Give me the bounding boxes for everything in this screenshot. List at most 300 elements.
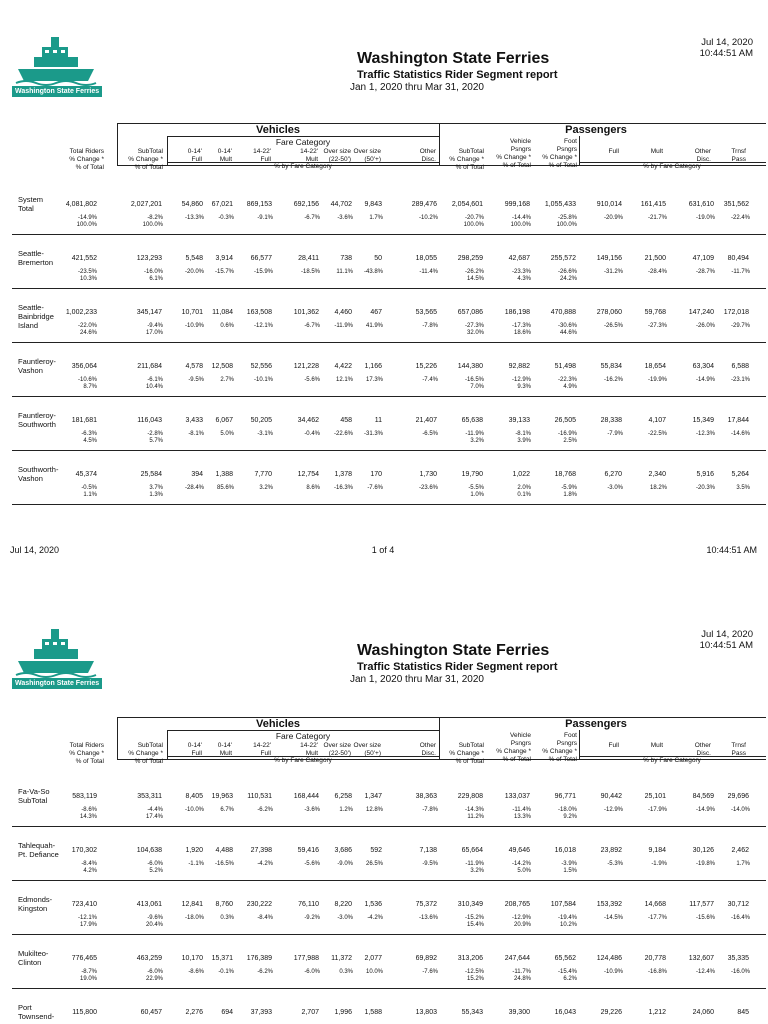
cell-value: 657,086: [457, 309, 483, 316]
cell-change: -11.9%: [334, 323, 353, 329]
cell-change: -22.0%: [77, 323, 97, 329]
cell-value: 1,378: [334, 471, 352, 478]
cell-value: 44,702: [330, 201, 352, 208]
cell-value: 19,963: [211, 793, 233, 800]
cell-total: 0.1%: [517, 492, 531, 498]
row-separator: [12, 288, 766, 289]
cell-change: -26.5%: [603, 323, 623, 329]
cell-change: 2.0%: [517, 485, 531, 491]
pas-subtotal-header: % Change *: [449, 750, 484, 757]
cell-value: 101,362: [293, 309, 319, 316]
pas-subtotal-header: % of Total: [455, 164, 484, 171]
fare-category-heading: Fare Category: [275, 731, 331, 741]
cell-value: 18,768: [554, 471, 576, 478]
footer-date: Jul 14, 2020: [10, 545, 60, 555]
cell-value: 133,037: [504, 793, 530, 800]
cell-value: 592: [370, 847, 382, 854]
cell-value: 104,638: [136, 847, 162, 854]
cell-change: -7.9%: [607, 431, 623, 437]
cell-change: -20.9%: [603, 215, 623, 221]
cell-change: -14.5%: [603, 915, 623, 921]
cell-change: -31.3%: [363, 431, 383, 437]
pas-col-header: Disc.: [696, 156, 711, 163]
passengers-fare-left: [579, 136, 580, 165]
cell-value: 66,577: [250, 255, 272, 262]
cell-change: -22.3%: [557, 377, 577, 383]
cell-change: -18.0%: [184, 915, 204, 921]
cell-change: 2.7%: [220, 377, 234, 383]
veh-col-header: 0-14': [217, 742, 232, 749]
print-time: 10:44:51 AM: [699, 48, 753, 59]
cell-change: -5.3%: [607, 861, 623, 867]
cell-value: 25,101: [644, 793, 666, 800]
pas-subtotal-header: SubTotal: [458, 742, 484, 749]
veh-col-header: Full: [191, 750, 202, 757]
cell-total: 5.0%: [517, 868, 531, 874]
veh-col-header: Over size: [353, 742, 381, 749]
cell-value: 84,569: [692, 793, 714, 800]
cell-change: -15.4%: [557, 969, 577, 975]
footer-time: 10:44:51 AM: [706, 545, 757, 555]
cell-value: 16,018: [554, 847, 576, 854]
cell-value: 170,302: [71, 847, 97, 854]
row-label: Vashon: [18, 474, 43, 483]
cell-value: 4,107: [648, 417, 666, 424]
pas-col-header: Disc.: [696, 750, 711, 757]
cell-value: 28,411: [298, 255, 319, 262]
pas-mid-header: Foot: [563, 732, 577, 739]
row-label: Island: [18, 321, 39, 330]
cell-change: 18.2%: [649, 485, 667, 491]
cell-value: 115,800: [72, 1009, 97, 1016]
cell-value: 723,410: [71, 901, 97, 908]
cell-change: -2.8%: [147, 431, 163, 437]
cell-change: -22.6%: [333, 431, 353, 437]
cell-value: 310,349: [457, 901, 483, 908]
cell-total: 1.5%: [563, 868, 577, 874]
cell-total: 24.2%: [559, 276, 577, 282]
ferry-logo-icon: [12, 35, 100, 87]
cell-value: 29,226: [600, 1009, 622, 1016]
cell-value: 11: [374, 417, 382, 424]
row-label: System: [18, 195, 44, 204]
cell-value: 12,508: [211, 363, 233, 370]
cell-change: -29.7%: [730, 323, 750, 329]
cell-change: 0.3%: [220, 915, 234, 921]
pas-mid-header: % Change *: [496, 154, 531, 161]
cell-change: -17.7%: [647, 915, 667, 921]
cell-value: 230,222: [246, 901, 272, 908]
cell-total: 9.2%: [563, 814, 577, 820]
cell-value: 186,198: [504, 309, 530, 316]
veh-subtotal-header: SubTotal: [137, 148, 163, 155]
row-label: Port: [18, 1003, 32, 1012]
row-label: Kingston: [18, 904, 48, 913]
cell-value: 15,226: [415, 363, 437, 370]
cell-value: 351,562: [723, 201, 749, 208]
row-separator: [12, 988, 766, 989]
fare-category-left: [167, 136, 168, 165]
cell-change: -15.6%: [695, 915, 715, 921]
pct-by-fare-passengers: % by Fare Category: [643, 163, 701, 170]
cell-change: -17.9%: [647, 807, 667, 813]
pas-mid-header: % Change *: [542, 748, 577, 755]
cell-value: 144,380: [457, 363, 483, 370]
cell-value: 345,147: [136, 309, 162, 316]
total-riders-header: Total Riders: [69, 148, 104, 155]
row-label: Total: [18, 204, 34, 213]
cell-value: 50: [374, 255, 382, 262]
cell-change: -11.4%: [419, 269, 438, 275]
cell-total: 17.4%: [145, 814, 163, 820]
cell-value: 1,347: [364, 793, 382, 800]
cell-total: 19.0%: [79, 976, 97, 982]
cell-change: 12.8%: [365, 807, 383, 813]
cell-total: 5.7%: [149, 438, 163, 444]
cell-value: 356,064: [71, 363, 97, 370]
cell-value: 65,562: [554, 955, 576, 962]
cell-change: -26.0%: [695, 323, 715, 329]
cell-total: 10.2%: [559, 922, 577, 928]
cell-value: 42,687: [508, 255, 530, 262]
cell-value: 14,668: [644, 901, 666, 908]
pas-mid-header: % of Total: [548, 756, 577, 763]
cell-value: 278,060: [596, 309, 622, 316]
cell-change: -12.9%: [511, 377, 531, 383]
row-label: Pt. Defiance: [18, 850, 59, 859]
cell-value: 1,055,433: [544, 201, 576, 208]
veh-col-header: 14-22': [300, 742, 318, 749]
cell-total: 100.0%: [510, 222, 531, 228]
cell-total: 6.2%: [563, 976, 577, 982]
cell-value: 163,508: [246, 309, 272, 316]
total-riders-header: Total Riders: [69, 742, 104, 749]
cell-change: -28.4%: [184, 485, 204, 491]
row-label: Seattle-: [18, 303, 44, 312]
row-label: Southworth-: [18, 465, 59, 474]
cell-change: -28.4%: [647, 269, 667, 275]
veh-col-header: Over size: [323, 742, 351, 749]
cell-total: 2.5%: [563, 438, 577, 444]
cell-value: 9,184: [648, 847, 666, 854]
row-label: Edmonds-: [18, 895, 53, 904]
cell-value: 90,442: [600, 793, 622, 800]
cell-change: -6.0%: [147, 969, 163, 975]
cell-value: 35,335: [727, 955, 749, 962]
cell-total: 4.3%: [517, 276, 531, 282]
cell-total: 4.5%: [83, 438, 97, 444]
cell-change: -26.2%: [464, 269, 484, 275]
cell-value: 38,363: [415, 793, 437, 800]
cell-value: 8,220: [334, 901, 352, 908]
print-time: 10:44:51 AM: [699, 640, 753, 651]
veh-col-header: Full: [260, 156, 271, 163]
cell-value: 2,077: [364, 955, 382, 962]
cell-value: 6,067: [215, 417, 233, 424]
cell-value: 123,293: [136, 255, 162, 262]
cell-value: 65,664: [461, 847, 483, 854]
row-separator: [12, 342, 766, 343]
passengers-fare-left: [579, 730, 580, 759]
cell-change: -14.4%: [511, 215, 531, 221]
cell-value: 50,205: [250, 417, 272, 424]
pas-col-header: Full: [608, 742, 619, 749]
cell-total: 14.3%: [79, 814, 97, 820]
cell-value: 4,460: [334, 309, 352, 316]
veh-col-header: 0-14': [187, 742, 202, 749]
cell-total: 9.3%: [517, 384, 531, 390]
cell-change: -9.5%: [422, 861, 438, 867]
row-label: Tahlequah-: [18, 841, 56, 850]
cell-change: -20.3%: [695, 485, 715, 491]
vehicles-box-left: [117, 717, 118, 759]
cell-change: -22.5%: [647, 431, 667, 437]
cell-value: 421,552: [71, 255, 97, 262]
cell-value: 20,778: [644, 955, 666, 962]
passengers-heading: Passengers: [565, 718, 627, 730]
cell-change: -20.7%: [464, 215, 484, 221]
cell-value: 45,374: [75, 471, 97, 478]
cell-total: 18.6%: [513, 330, 531, 336]
cell-change: -12.1%: [77, 915, 97, 921]
cell-change: -16.4%: [730, 915, 750, 921]
total-riders-header: % Change *: [69, 156, 104, 163]
veh-col-header: (50'+): [364, 156, 381, 163]
cell-change: -22.4%: [730, 215, 750, 221]
cell-value: 69,892: [415, 955, 437, 962]
row-label: Mukilteo-: [18, 949, 49, 958]
pas-col-header: Trnsf: [731, 148, 746, 155]
cell-value: 25,584: [140, 471, 162, 478]
cell-value: 29,696: [727, 793, 749, 800]
cell-total: 6.1%: [149, 276, 163, 282]
total-riders-header: % Change *: [69, 750, 104, 757]
fare-category-left: [167, 730, 168, 759]
cell-value: 6,258: [334, 793, 352, 800]
cell-change: -3.1%: [257, 431, 273, 437]
cell-change: -6.0%: [147, 861, 163, 867]
cell-change: -3.0%: [337, 915, 353, 921]
ferry-logo-icon: [12, 627, 100, 679]
cell-value: 910,014: [596, 201, 622, 208]
cell-total: 8.7%: [83, 384, 97, 390]
cell-change: -8.4%: [257, 915, 273, 921]
row-separator: [12, 934, 766, 935]
pas-mid-header: Vehicle: [510, 138, 531, 145]
cell-value: 117,577: [689, 901, 714, 908]
cell-value: 413,061: [136, 901, 162, 908]
cell-value: 76,110: [298, 901, 319, 908]
cell-value: 5,264: [731, 471, 749, 478]
cell-value: 999,168: [504, 201, 530, 208]
cell-value: 124,486: [596, 955, 622, 962]
cell-value: 34,462: [297, 417, 319, 424]
cell-value: 1,022: [512, 471, 530, 478]
cell-total: 7.0%: [470, 384, 484, 390]
cell-value: 11,372: [331, 955, 352, 962]
cell-value: 26,505: [554, 417, 576, 424]
cell-change: -10.0%: [184, 807, 204, 813]
cell-total: 10.3%: [79, 276, 97, 282]
pas-mid-header: Psngrs: [556, 146, 577, 153]
cell-change: -11.7%: [731, 269, 750, 275]
cell-change: -43.8%: [363, 269, 383, 275]
pas-subtotal-header: SubTotal: [458, 148, 484, 155]
veh-col-header: Mult: [305, 156, 318, 163]
cell-value: 4,081,802: [65, 201, 97, 208]
cell-value: 7,138: [419, 847, 437, 854]
veh-subtotal-header: % of Total: [134, 758, 163, 765]
cell-change: -26.6%: [557, 269, 577, 275]
cell-change: 17.3%: [365, 377, 383, 383]
cell-value: 2,276: [185, 1009, 203, 1016]
cell-change: -4.4%: [147, 807, 163, 813]
pas-mid-header: Foot: [563, 138, 577, 145]
cell-value: 181,681: [71, 417, 97, 424]
total-riders-header: % of Total: [75, 164, 104, 171]
cell-change: 1.7%: [736, 861, 750, 867]
cell-change: -16.2%: [603, 377, 623, 383]
cell-value: 7,770: [254, 471, 272, 478]
cell-value: 2,707: [301, 1009, 319, 1016]
cell-change: -16.0%: [730, 969, 750, 975]
cell-change: -7.8%: [422, 807, 438, 813]
cell-change: -16.3%: [333, 485, 353, 491]
cell-value: 631,610: [688, 201, 714, 208]
pct-by-fare-vehicles: % by Fare Category: [274, 757, 332, 764]
cell-change: -14.2%: [511, 861, 531, 867]
cell-change: -6.0%: [304, 969, 320, 975]
cell-value: 6,588: [731, 363, 749, 370]
cell-value: 394: [191, 471, 203, 478]
cell-value: 298,259: [457, 255, 483, 262]
veh-col-header: 14-22': [253, 148, 271, 155]
pas-col-header: Full: [608, 148, 619, 155]
veh-col-header: Other: [419, 148, 436, 155]
veh-col-header: Full: [191, 156, 202, 163]
cell-value: 21,407: [415, 417, 437, 424]
cell-change: -4.2%: [257, 861, 273, 867]
cell-change: -14.9%: [695, 807, 715, 813]
cell-change: -25.8%: [557, 215, 577, 221]
veh-col-header: Mult: [305, 750, 318, 757]
cell-change: -0.5%: [81, 485, 97, 491]
cell-value: 15,349: [692, 417, 714, 424]
cell-change: -5.5%: [468, 485, 484, 491]
cell-total: 3.2%: [470, 868, 484, 874]
cell-value: 313,206: [457, 955, 483, 962]
cell-value: 3,686: [334, 847, 352, 854]
cell-change: -19.0%: [695, 215, 715, 221]
pas-col-header: Pass: [731, 750, 746, 757]
cell-change: -9.5%: [188, 377, 204, 383]
cell-value: 8,760: [215, 901, 233, 908]
cell-value: 132,607: [688, 955, 714, 962]
cell-value: 172,018: [723, 309, 749, 316]
cell-change: -11.7%: [512, 969, 531, 975]
cell-total: 20.4%: [145, 922, 163, 928]
cell-value: 176,389: [246, 955, 272, 962]
cell-total: 10.4%: [145, 384, 163, 390]
pct-by-fare-passengers: % by Fare Category: [643, 757, 701, 764]
veh-col-header: (50'+): [364, 750, 381, 757]
veh-col-header: Mult: [219, 750, 232, 757]
cell-change: -16.9%: [557, 431, 577, 437]
cell-total: 15.2%: [466, 976, 484, 982]
cell-value: 2,054,601: [451, 201, 483, 208]
cell-change: -14.9%: [695, 377, 715, 383]
cell-change: -19.9%: [647, 377, 667, 383]
cell-value: 107,584: [550, 901, 576, 908]
cell-change: -28.7%: [695, 269, 715, 275]
cell-change: -12.9%: [603, 807, 623, 813]
pas-col-header: Pass: [731, 156, 746, 163]
cell-change: 3.2%: [259, 485, 273, 491]
cell-value: 147,240: [688, 309, 714, 316]
cell-change: 26.5%: [365, 861, 383, 867]
cell-total: 4.9%: [563, 384, 577, 390]
cell-value: 96,771: [554, 793, 576, 800]
vehicles-heading: Vehicles: [255, 718, 301, 730]
cell-change: -7.4%: [422, 377, 438, 383]
cell-change: -10.9%: [184, 323, 204, 329]
cell-value: 1,920: [185, 847, 203, 854]
cell-total: 100.0%: [556, 222, 577, 228]
cell-change: -9.0%: [337, 861, 353, 867]
cell-change: -19.8%: [695, 861, 715, 867]
vehicles-box-left: [117, 123, 118, 165]
cell-change: -9.4%: [147, 323, 163, 329]
pas-col-header: Mult: [650, 742, 663, 749]
cell-change: 5.0%: [220, 431, 234, 437]
cell-change: -14.0%: [730, 807, 750, 813]
cell-value: 776,465: [71, 955, 97, 962]
cell-change: -23.1%: [730, 377, 750, 383]
cell-change: -1.9%: [651, 861, 667, 867]
cell-change: -12.9%: [511, 915, 531, 921]
cell-value: 869,153: [246, 201, 272, 208]
cell-value: 168,444: [293, 793, 319, 800]
cell-change: -17.3%: [511, 323, 531, 329]
cell-value: 12,841: [181, 901, 203, 908]
cell-change: 3.5%: [736, 485, 750, 491]
cell-change: -16.0%: [143, 269, 163, 275]
total-riders-header: % of Total: [75, 758, 104, 765]
cell-value: 211,684: [137, 363, 162, 370]
cell-change: -18.0%: [557, 807, 577, 813]
cell-total: 4.2%: [83, 868, 97, 874]
cell-change: -6.2%: [257, 969, 273, 975]
cell-value: 2,462: [731, 847, 749, 854]
cell-change: -8.1%: [188, 431, 204, 437]
row-separator: [12, 880, 766, 881]
cell-value: 149,156: [596, 255, 622, 262]
cell-total: 100.0%: [142, 222, 163, 228]
cell-value: 4,488: [215, 847, 233, 854]
cell-change: -27.3%: [464, 323, 484, 329]
cell-change: -8.2%: [147, 215, 163, 221]
pas-mid-header: % Change *: [542, 154, 577, 161]
cell-change: -16.5%: [214, 861, 234, 867]
cell-value: 9,843: [364, 201, 382, 208]
veh-col-header: Mult: [219, 156, 232, 163]
cell-total: 44.6%: [559, 330, 577, 336]
cell-total: 5.2%: [149, 868, 163, 874]
cell-total: 14.5%: [466, 276, 484, 282]
cell-change: -5.6%: [304, 377, 320, 383]
wsf-logo: [12, 627, 100, 693]
cell-change: -14.9%: [77, 215, 97, 221]
